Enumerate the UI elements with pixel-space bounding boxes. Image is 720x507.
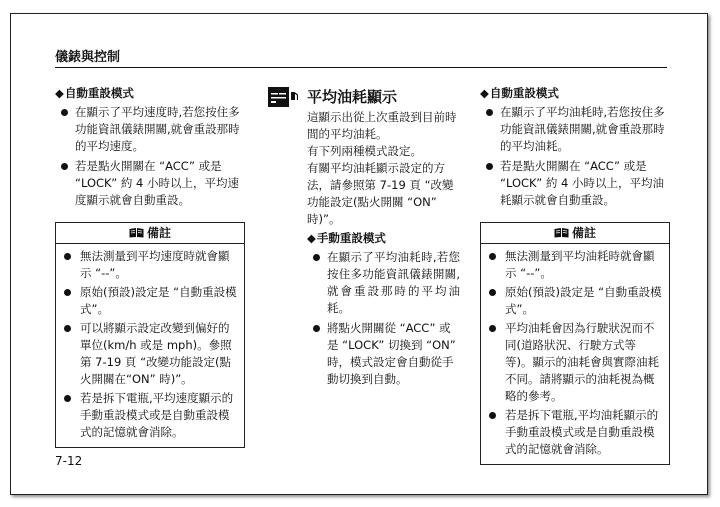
list-item: 若是點火開關在 “ACC” 或是 “LOCK” 約 4 小時以上，平均速度顯示就會自動重設。 xyxy=(55,158,245,209)
speed-auto-reset-list xyxy=(55,104,245,209)
list-item: 在顯示了平均油耗時,若您按住多功能資訊儀錶開關,就會重設那時的平均油耗。 xyxy=(480,104,670,155)
list-item: 在顯示了平均速度時,若您按住多功能資訊儀錶開關,就會重設那時的平均速度。 xyxy=(55,104,245,155)
column-average-fuel-consumption xyxy=(268,87,460,391)
note-header: 備註 xyxy=(56,223,244,244)
column-average-speed xyxy=(55,85,245,448)
open-book-icon xyxy=(129,224,144,234)
fuel-auto-reset-list xyxy=(480,104,670,209)
open-book-icon xyxy=(554,224,569,234)
note-box-speed xyxy=(55,222,245,448)
fuel-section-header xyxy=(268,87,460,109)
fuel-section-title: 平均油耗顯示 xyxy=(307,88,398,106)
note-list-fuel xyxy=(481,244,669,464)
note-box-fuel xyxy=(480,222,670,465)
list-item: 將點火開關從 “ACC” 或是 “LOCK” 切換到 “ON” 時，模式設定會自動從手動切換到自動。 xyxy=(307,320,460,388)
fuel-mode-line: 有下列兩種模式設定。 xyxy=(307,144,422,158)
list-item: 若是拆下電瓶,平均油耗顯示的手動重設模式或是自動重設模式的記憶就會消除。 xyxy=(483,407,663,458)
list-item: 無法測量到平均油耗時就會顯示 “--”。 xyxy=(483,248,663,282)
list-item: 平均油耗會因為行駛狀況而不同(道路狀況、行駛方式等等)。顯示的油耗會與實際油耗不同。請將顯示的油耗視為概略的參考。 xyxy=(483,320,663,405)
diamond-marker-icon: ◆ xyxy=(480,86,489,100)
fuel-pump-display-icon xyxy=(268,87,298,107)
fuel-settings-reference: 有關平均油耗顯示設定的方法，請參照第 7-19 頁 “改變功能設定(點火開關 “ON” 時)”。 xyxy=(307,161,454,226)
fuel-intro: 這顯示出從上次重設到目前時間的平均油耗。 xyxy=(307,110,457,141)
list-item: 原始(預設)設定是 “自動重設模式”。 xyxy=(483,284,663,318)
auto-reset-subhead-speed: ◆自動重設模式 xyxy=(55,86,134,100)
diamond-marker-icon: ◆ xyxy=(55,86,64,100)
list-item: 若是點火開關在 “ACC” 或是 “LOCK” 約 4 小時以上，平均油耗顯示就會自動重設。 xyxy=(480,158,670,209)
note-header: 備註 xyxy=(481,223,669,244)
list-item: 若是拆下電瓶,平均速度顯示的手動重設模式或是自動重設模式的記憶就會消除。 xyxy=(58,390,238,441)
header-rule xyxy=(55,67,667,68)
list-item: 可以將顯示設定改變到偏好的單位(km/h 或是 mph)。參照第 7-19 頁 “改變功能設定(點火開關在“ON” 時)”。 xyxy=(58,320,238,388)
page-number: 7-12 xyxy=(55,454,83,468)
section-title: 儀錶與控制 xyxy=(55,50,121,65)
list-item: 無法測量到平均速度時就會顯示 “--”。 xyxy=(58,248,238,282)
diamond-marker-icon: ◆ xyxy=(307,231,316,245)
auto-reset-subhead-fuel: ◆自動重設模式 xyxy=(480,86,559,100)
manual-reset-subhead: ◆手動重設模式 xyxy=(307,231,386,245)
fuel-manual-reset-list xyxy=(268,249,460,388)
list-item: 原始(預設)設定是 “自動重設模式”。 xyxy=(58,284,238,318)
column-fuel-auto-reset xyxy=(480,85,670,465)
note-list-speed xyxy=(56,244,244,447)
list-item: 在顯示了平均油耗時,若您按住多功能資訊儀錶開關,就會重設那時的平均油耗。 xyxy=(307,249,460,317)
